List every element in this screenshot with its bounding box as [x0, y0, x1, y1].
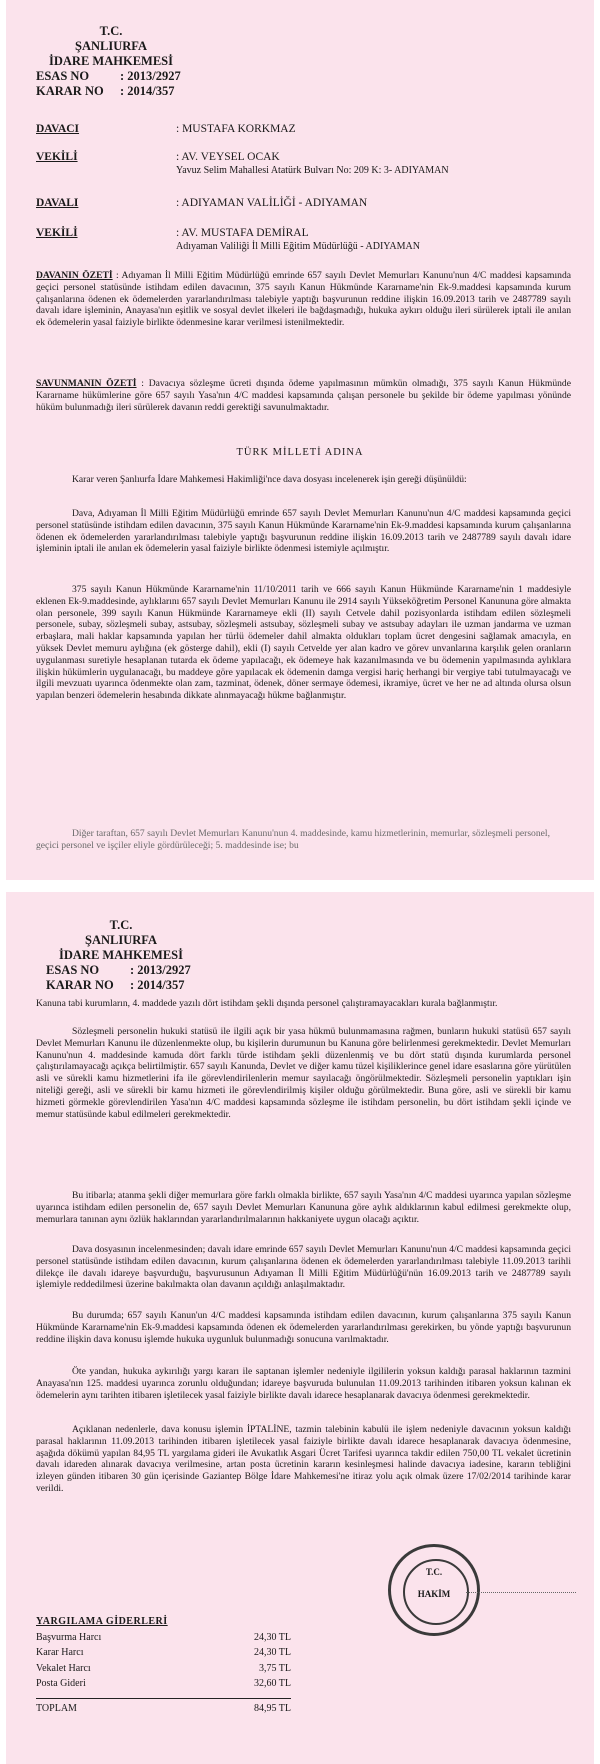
cost-label: Karar Harcı: [36, 1647, 84, 1658]
davali-label: DAVALI: [36, 197, 79, 209]
esas-value-2: : 2013/2927: [130, 963, 191, 977]
seal-middle-text: HAKİM: [417, 1589, 451, 1599]
karar-value: : 2014/357: [120, 84, 175, 98]
header-city-2: ŞANLIURFA: [85, 933, 157, 947]
party-davali: [36, 196, 574, 210]
yargilama-giderleri: [36, 1614, 291, 1716]
karar-label-2: KARAR NO: [46, 978, 114, 992]
vekili1-value: : AV. VEYSEL OCAK: [176, 151, 280, 163]
cost-value: 3,75 TL: [258, 1662, 291, 1674]
header-city: ŞANLIURFA: [75, 39, 147, 53]
cost-row: [36, 1630, 291, 1646]
paragraph-3: 375 sayılı Kanun Hükmünde Kararname'nin 11/10/2011 tarih ve 666 sayılı Kanun Hükmünde Kararname'nin 1 maddesiyle eklenen Ek-9.maddesinde, aylıklarını 657 sayılı Devlet Memurları Kanunu ile 2914 sayılı Yükseköğretim Personel Kanununa göre almakta olan personele, 399 sayılı Kanun Hükmünde Kararnameye ekli (II) sayılı Cetvele dahil pozisyonlarda istihdam edilen sözleşmeli personele, subay, sözleşmeli subay, astsubay, sözleşmeli astsubay, sözleşmeli subay ve astsubay adayları ile uzman jandarma ve uzman erbaşlara, mali haklar kapsamında yapılan her türlü ödemeler dahil almakta oldukları toplam ücret dengesini sağlamak amacıyla, en yüksek Devlet memuru aylığına (ek gösterge dahil), ekli (I) sayılı Cetvelde yer alan kadro ve görev unvanlarına karşılık gelen oranların uygulanması suretiyle hesaplanan tutarda ek ödeme yapılacağı, ek ödemeye hak kazanılmasında ve bu ödemenin yapılmasında aylıklara ilişkin hükümlerin uygulanacağı, bu maddeye göre yapılacak ek ödemenin damga vergisi hariç herhangi bir vergiye tabi tutulmayacağı ve ilgili mevzuatı uyarınca ödenmekte olan zam, tazminat, ödenek, döner sermaye ödemesi, ikramiye, ücret ve her ne ad altında olursa olsun yapılan benzeri ödemelerin hesabında dikkate alınmayacağı hükme bağlanmıştır.: [36, 584, 571, 702]
cost-label: Vekalet Harcı: [36, 1662, 91, 1674]
court-header-2: [46, 918, 196, 993]
party-vekili-2: [36, 226, 574, 254]
cost-label: Posta Gideri: [36, 1678, 86, 1689]
vekili2-address: Adıyaman Valiliği İl Milli Eğitim Müdürlüğü - ADIYAMAN: [176, 241, 420, 252]
paragraph-1: Karar veren Şanlıurfa İdare Mahkemesi Hakimliği'nce dava dosyası incelenerek işin gereği düşünüldü:: [72, 474, 467, 485]
p2-paragraph-2: Sözleşmeli personelin hukuki statüsü ile ilgili açık bir yasa hükmü bulunmamasına rağmen, bunların hukuki statüsü 657 sayılı Devlet Memurları Kanunu ile düzenlenmekte olup, bu kişilerin durumunun bu Kanuna göre belirlenmesi gerekmektedir. Devlet Memurları Kanunu'nun 4. maddesinde kamuda dört farklı türde istihdam şekli düzenlenmiş ve bu dört statü dışında kurumlarda personel çalıştırılamayacağı açıkça belirtilmiştir. 657 sayılı Kanunda, Devlet ve diğer kamu tüzel kişiliklerince genel idare esaslarına göre yürütülen asli ve sürekli kamu hizmetlerini ifa ile görevlendirilenlerin memur sayılacağı öngörülmektedir. Sözleşmeli personelin yaptıkları işin niteliği gereği, asli ve sürekli bir kamu hizmeti ile görevlendirilmiş kişiler olduğu görülmektedir. Buna göre, asli ve sürekli bir kamu hizmeti görmekle görevlendirilen Yasa'nın 4/C maddesi kapsamında sözleşme ile istihdam personelin, bu dört istihdam şekli içinde ve memur statüsünde kabul edilmeleri gerekmektedir.: [36, 1026, 571, 1120]
savunma-text: : Davacıya sözleşme ücreti dışında ödeme yapılmasının mümkün olmadığı, 375 sayılı Kanun Hükmünde Kararname hükümlerine göre 657 sayılı Yasa'nın 4/C maddesi kapsamında çalışan personele bu şekilde bir ödeme yapılması yönünde hüküm bulunmadığı ileri sürülerek davanın reddi gerektiği savunulmaktadır.: [36, 378, 571, 413]
esas-label: ESAS NO: [36, 69, 90, 83]
page-gap: [0, 880, 600, 892]
p2-paragraph-4: Dava dosyasının incelenmesinden; davalı idare emrinde 657 sayılı Devlet Memurları Kanunu'nun 4/C maddesi kapsamında geçici personel statüsünde istihdam edilen davacının, kurum çalışanlarına ödenen ek ödemelerden yararlandırılması talebiyle 11.09.2013 tarihli dilekçe ile davalı idareye başvurduğu, başvurusunun Adıyaman İl Milli Eğitim Müdürlüğü'nün 16.09.2013 tarih ve 2487789 sayılı işlemiyle reddedilmesi üzerine bakılmakta olan davanın açıldığı anlaşılmaktadır.: [36, 1244, 571, 1291]
karar-label: KARAR NO: [36, 84, 104, 98]
esas-value: : 2013/2927: [120, 69, 181, 83]
cost-value: 24,30 TL: [253, 1647, 291, 1658]
ozet-text: : Adıyaman İl Milli Eğitim Müdürlüğü emrinde 657 sayılı Devlet Memurları Kanunu'nun 4/C maddesi kapsamında geçici personel statüsünde istihdam edilen davacının, 375 sayılı Kanun Hükmünde Kararname'nin Ek-9.maddesi kapsamında kurum çalışanlarına ödenen ek ödemelerden yararlandırılması talebiyle yaptığı başvurunun reddine ilişkin 16.09.2013 tarih ve 2487789 sayılı davalı idare işleminin, Anayasa'nın eşitlik ve sosyal devlet ilkeleri ile bağdaşmadığı, hukuka aykırı olduğu ileri sürülerek iptali ile anılan ek ödemelerin yasal faiziyle birlikte ödenmesine karar verilmesi istenilmektedir.: [36, 270, 572, 329]
paragraph-4-faded: Diğer taraftan, 657 sayılı Devlet Memurları Kanunu'nun 4. maddesinde, kamu hizmetlerinin, memurlar, sözleşmeli personel, geçici personel ve işçiler eliyle gördürüleceği; 5. maddesinde ise; bu: [36, 828, 550, 851]
karar-value-2: : 2014/357: [130, 978, 185, 992]
p2-paragraph-3: Bu itibarla; atanma şekli diğer memurlara göre farklı olmakla birlikte, 657 sayılı Yasa'nın 4/C maddesi uyarınca yapılan sözleşme uyarınca istihdam edilen personelin de, 657 sayılı Devlet Memurları Kanununa göre aylık aldıklarının kabul edilmesi gerekmekte olup, memurlara tanınan aynı özlük haklarından yararlandırılmalarının hakkaniyete uygun olacağı açıktır.: [36, 1190, 571, 1225]
signature-line: [466, 1592, 576, 1594]
header-tc: T.C.: [99, 24, 123, 38]
p2-paragraph-7: Açıklanan nedenlerle, dava konusu işlemin İPTALİNE, tazmin talebinin kabulü ile işlem nedeniyle davacının yoksun kaldığı parasal haklarının 11.09.2013 tarihinden itibaren işletilecek yasal faiziyle birlikte davalı idarece hesaplanarak davacıya ödenmesine, aşağıda dökümü yapılan 84,95 TL yargılama gideri ile Avukatlık Asgari Ücret Tarifesi uyarınca takdir edilen 750,00 TL vekalet ücretinin davalı idareden alınarak davacıya verilmesine, artan posta ücretinin kararın kesinleşmesi halinde davacıya iadesine, kararın tebliğini izleyen günden itibaren 30 gün içerisinde Gaziantep Bölge İdare Mahkemesi'ne itiraz yolu açık olmak üzere 17/02/2014 tarihinde karar verildi.: [36, 1424, 571, 1494]
cost-total-row: [36, 1698, 291, 1717]
party-vekili-1: [36, 150, 574, 178]
paragraph-2: Dava, Adıyaman İl Milli Eğitim Müdürlüğü emrinde 657 sayılı Devlet Memurları Kanunu'nun 4/C maddesi kapsamında geçici personel statüsünde istihdam edilen davacının, 375 sayılı Kanun Hükmünde Kararname'nin Ek-9.maddesi kapsamında kurum çalışanlarına ödenen ek ödemelerden yararlandırılması talebiyle yaptığı başvurunun reddine ilişkin 16.09.2013 tarih ve 2487789 sayılı davalı idare işleminin iptali ile anılan ek ödemelerin yasal faiziyle birlikte ödenmesi istemiyle açılmıştır.: [36, 508, 571, 555]
document-page-2: [6, 892, 594, 1764]
cost-total-value: 84,95 TL: [253, 1702, 291, 1714]
document-page-1: [6, 0, 594, 880]
davaci-value: : MUSTAFA KORKMAZ: [176, 123, 296, 135]
p2-paragraph-6: Öte yandan, hukuka aykırılığı yargı kararı ile saptanan işlemler nedeniyle ilgililerin yoksun kaldığı parasal haklarının tazmini Anayasa'nın 125. maddesi uyarınca zorunlu olduğundan; idareye başvuruda bulunulan 11.09.2013 tarihinden itibaren yoksun kalınan ek ödemelerin aynı tarihten itibaren işletilecek yasal faiziyle birlikte davalı idarece hesaplanarak davacıya ödenmesi gerekmektedir.: [36, 1366, 571, 1401]
esas-label-2: ESAS NO: [46, 963, 100, 977]
p2-paragraph-1: Kanuna tabi kurumların, 4. maddede yazılı dört istihdam şekli dışında personel çalıştıramayacakları kurala bağlanmıştır.: [36, 998, 498, 1009]
cost-row: [36, 1645, 291, 1661]
ozet-heading: DAVANIN ÖZETİ: [36, 270, 113, 281]
vekili2-value: : AV. MUSTAFA DEMİRAL: [176, 227, 309, 239]
party-davaci: [36, 122, 574, 136]
savunma-ozeti: [36, 378, 571, 413]
dava-ozeti: [36, 270, 571, 329]
costs-title: YARGILAMA GİDERLERİ: [36, 1616, 168, 1627]
seal-top-text: T.C.: [425, 1567, 443, 1577]
davali-value: : ADIYAMAN VALİLİĞİ - ADIYAMAN: [176, 197, 368, 209]
cost-row: [36, 1676, 291, 1692]
cost-label: Başvurma Harcı: [36, 1631, 102, 1643]
header-court: İDARE MAHKEMESİ: [49, 54, 173, 68]
davaci-label: DAVACI: [36, 123, 80, 135]
court-seal: [388, 1544, 480, 1636]
turk-milleti-adina: TÜRK MİLLETİ ADINA: [236, 447, 364, 458]
header-tc-2: T.C.: [109, 918, 133, 932]
vekili2-label: VEKİLİ: [36, 227, 78, 239]
vekili1-label: VEKİLİ: [36, 151, 78, 163]
cost-row: [36, 1661, 291, 1677]
savunma-heading: SAVUNMANIN ÖZETİ: [36, 378, 137, 389]
vekili1-address: Yavuz Selim Mahallesi Atatürk Bulvarı No: 209 K: 3- ADIYAMAN: [176, 165, 449, 176]
cost-total-label: TOPLAM: [36, 1702, 77, 1714]
header-court-2: İDARE MAHKEMESİ: [59, 948, 183, 962]
cost-value: 24,30 TL: [253, 1631, 291, 1643]
court-header: [36, 24, 186, 99]
p2-paragraph-5: Bu durumda; 657 sayılı Kanun'un 4/C maddesi kapsamında istihdam edilen davacının, kurum çalışanlarına 375 sayılı Kanun Hükmünde Kararname'nin Ek-9.maddesi kapsamında ödenen ek ödemelerden yararlandırılması gerekirken, bu yönde yaptığı başvurunun reddine ilişkin dava konusu işlemde hukuka uygunluk bulunmadığı sonucuna varılmaktadır.: [36, 1310, 571, 1345]
cost-value: 32,60 TL: [253, 1678, 291, 1689]
